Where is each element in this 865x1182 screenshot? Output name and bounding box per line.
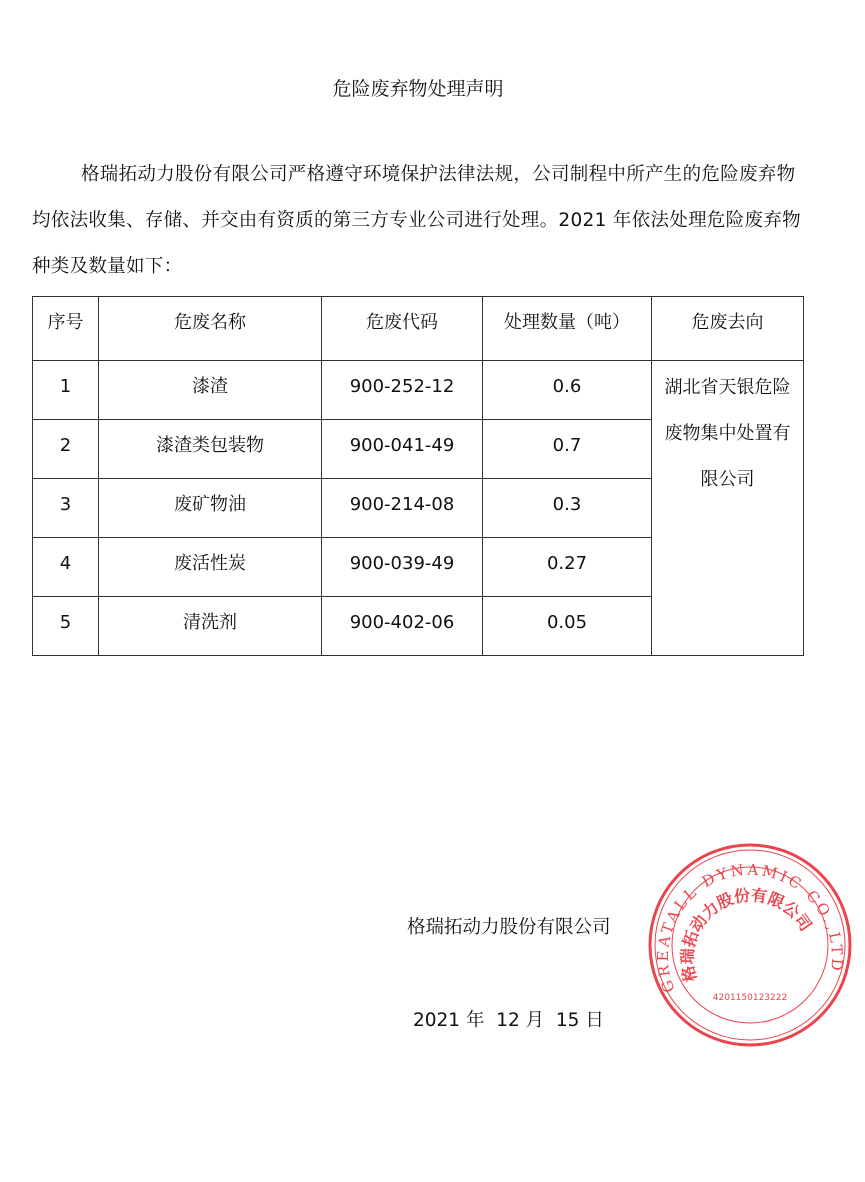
cell-destination: 湖北省天银危险废物集中处置有限公司	[652, 361, 804, 656]
cell-qty: 0.05	[483, 597, 652, 656]
document-body	[32, 0, 804, 656]
cell-no: 5	[33, 597, 99, 656]
cell-code: 900-039-49	[322, 538, 483, 597]
cell-no: 3	[33, 479, 99, 538]
document-title: 危险废弃物处理声明	[332, 78, 504, 100]
header-qty: 处理数量（吨）	[483, 297, 652, 361]
signature-date: 2021 年 12 月 15 日	[413, 1010, 604, 1031]
header-name: 危废名称	[99, 297, 322, 361]
table-header-row	[33, 297, 804, 361]
cell-code: 900-252-12	[322, 361, 483, 420]
table-row	[33, 361, 804, 420]
cell-code: 900-402-06	[322, 597, 483, 656]
cell-code: 900-041-49	[322, 420, 483, 479]
cell-name: 废活性炭	[99, 538, 322, 597]
cell-qty: 0.7	[483, 420, 652, 479]
cell-code: 900-214-08	[322, 479, 483, 538]
cell-no: 1	[33, 361, 99, 420]
waste-table	[32, 296, 804, 656]
cell-no: 2	[33, 420, 99, 479]
cell-name: 废矿物油	[99, 479, 322, 538]
cell-name: 漆渣	[99, 361, 322, 420]
company-signature: 格瑞拓动力股份有限公司	[407, 917, 611, 938]
cell-name: 清洗剂	[99, 597, 322, 656]
header-code: 危废代码	[322, 297, 483, 361]
seal-outer-text: GREATALL DYNAMIC CO.,LTD	[653, 860, 847, 995]
cell-qty: 0.27	[483, 538, 652, 597]
cell-qty: 0.6	[483, 361, 652, 420]
statement-paragraph: 格瑞拓动力股份有限公司严格遵守环境保护法律法规，公司制程中所产生的危险废弃物均依法收集、存储、并交由有资质的第三方专业公司进行处理。2021 年依法处理危险废弃物种类及数量如下：	[32, 164, 801, 277]
company-seal	[645, 840, 855, 1050]
header-destination: 危废去向	[652, 297, 804, 361]
cell-name: 漆渣类包装物	[99, 420, 322, 479]
cell-no: 4	[33, 538, 99, 597]
cell-qty: 0.3	[483, 479, 652, 538]
header-no: 序号	[33, 297, 99, 361]
seal-number: 4201150123222	[712, 993, 788, 1003]
seal-inner-text: 格瑞拓动力股份有限公司	[677, 885, 816, 984]
